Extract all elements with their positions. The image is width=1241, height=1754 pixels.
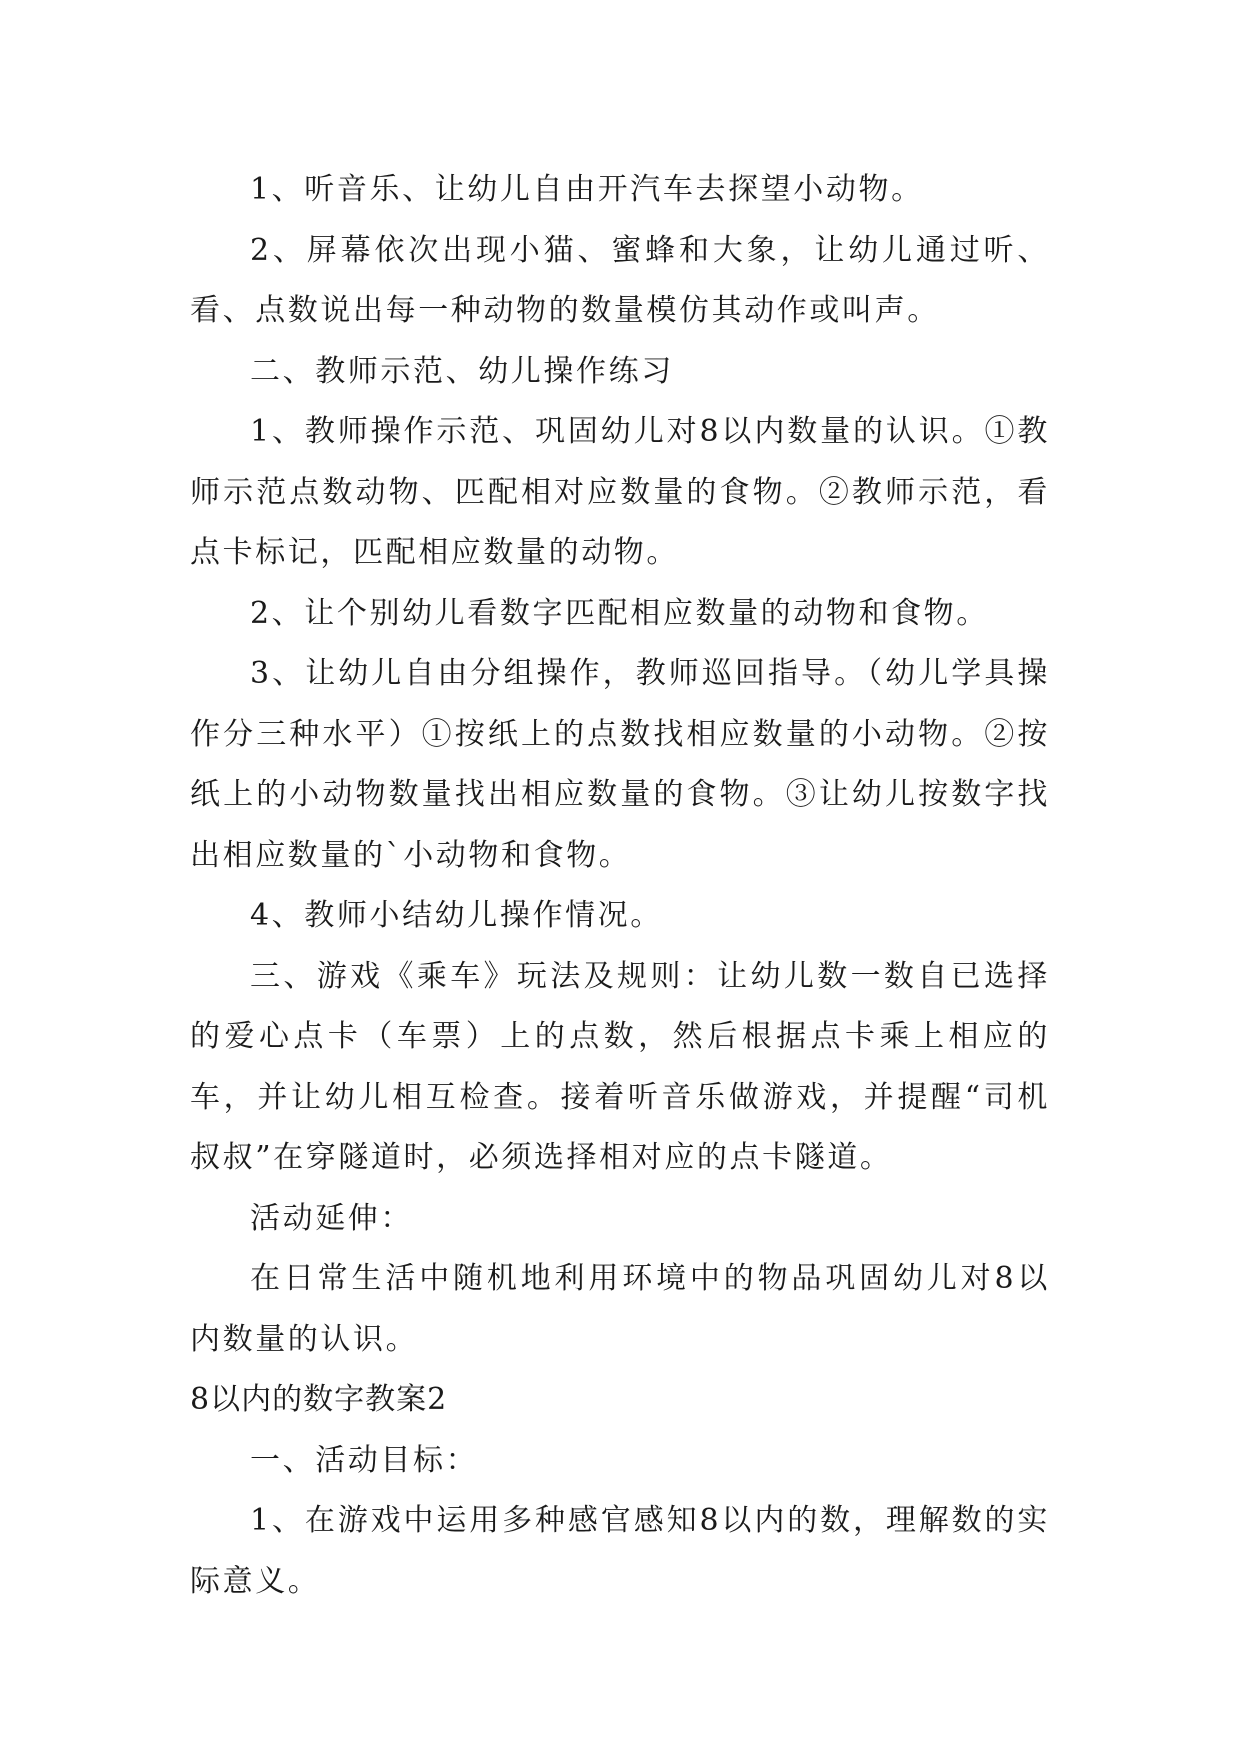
lesson-plan-title: 8以内的数字教案2 [190,1382,448,1417]
paragraph-screen-animals: 2、屏幕依次出现小猫、蜜蜂和大象，让幼儿通过听、看、点数说出每一种动物的数量模仿其动作或叫声。 [190,232,1050,328]
paragraph-individual-match: 2、让个别幼儿看数字匹配相应数量的动物和食物。 [250,595,989,631]
paragraph-objective-1: 1、在游戏中运用多种感官感知8以内的数，理解数的实际意义。 [190,1503,1050,1599]
paragraph-teacher-summary: 4、教师小结幼儿操作情况。 [250,898,663,933]
section-heading-teacher-demo: 二、教师示范、幼儿操作练习 [250,353,674,389]
section-heading-objectives: 一、活动目标： [250,1442,479,1478]
paragraph-group-operation: 3、让幼儿自由分组操作，教师巡回指导。（幼儿学具操作分三种水平）①按纸上的点数找相应数量的小动物。②按纸上的小动物数量找出相应数量的食物。③让幼儿按数字找出相应数量的`小动物和食物。 [190,656,1050,873]
paragraph-extension-body: 在日常生活中随机地利用环境中的物品巩固幼儿对8以内数量的认识。 [190,1261,1050,1357]
paragraph-teacher-operation: 1、教师操作示范、巩固幼儿对8以内数量的认识。①教师示范点数动物、匹配相对应数量的食物。②教师示范，看点卡标记，匹配相应数量的动物。 [190,414,1050,570]
paragraph-game-rules: 三、游戏《乘车》玩法及规则：让幼儿数一数自已选择的爱心点卡（车票）上的点数，然后根据点卡乘上相应的车，并让幼儿相互检查。接着听音乐做游戏，并提醒“司机叔叔”在穿隧道时，必须选择相对应的点卡隧道。 [190,958,1050,1175]
paragraph-listen-music: 1、听音乐、让幼儿自由开汽车去探望小动物。 [250,172,924,207]
section-heading-extension: 活动延伸： [250,1200,413,1236]
document-body [190,160,1050,1612]
